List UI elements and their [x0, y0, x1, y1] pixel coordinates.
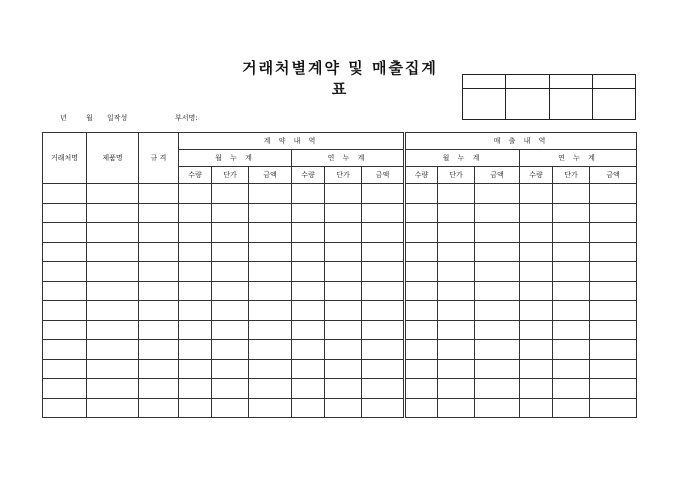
table-cell[interactable]: [212, 184, 249, 204]
table-cell[interactable]: [249, 301, 292, 321]
table-cell[interactable]: [520, 281, 553, 301]
table-cell[interactable]: [87, 281, 139, 301]
unit-price-header: 단가: [438, 167, 475, 184]
table-cell[interactable]: [438, 359, 475, 379]
table-cell[interactable]: [87, 184, 139, 204]
contract-yearly-header: 연 누 계: [292, 150, 405, 167]
table-row: [43, 262, 637, 282]
table-cell[interactable]: [292, 281, 325, 301]
table-cell[interactable]: [139, 184, 179, 204]
table-cell[interactable]: [292, 379, 325, 399]
approval-header-cell: [592, 75, 635, 89]
table-row: [43, 398, 637, 418]
table-cell[interactable]: [249, 223, 292, 243]
table-cell[interactable]: [212, 242, 249, 262]
table-cell[interactable]: [325, 320, 362, 340]
table-cell[interactable]: [212, 301, 249, 321]
table-cell[interactable]: [212, 379, 249, 399]
amount-header: 금액: [590, 167, 637, 184]
table-row: [43, 301, 637, 321]
table-cell[interactable]: [292, 398, 325, 418]
month-label: 월: [86, 114, 93, 122]
table-cell[interactable]: [475, 320, 520, 340]
table-cell[interactable]: [43, 262, 87, 282]
table-cell[interactable]: [87, 340, 139, 360]
table-cell[interactable]: [590, 398, 637, 418]
table-cell[interactable]: [405, 320, 438, 340]
approval-sign-cell[interactable]: [506, 89, 549, 120]
table-cell[interactable]: [362, 359, 405, 379]
table-cell[interactable]: [438, 281, 475, 301]
amount-header: 금액: [249, 167, 292, 184]
table-cell[interactable]: [405, 262, 438, 282]
table-cell[interactable]: [212, 223, 249, 243]
table-cell[interactable]: [475, 398, 520, 418]
table-body: [43, 184, 637, 418]
table-cell[interactable]: [553, 320, 590, 340]
approval-header-cell: [506, 75, 549, 89]
approval-sign-cell[interactable]: [463, 89, 506, 120]
table-cell[interactable]: [520, 398, 553, 418]
table-cell[interactable]: [520, 184, 553, 204]
table-cell[interactable]: [362, 398, 405, 418]
table-cell[interactable]: [405, 340, 438, 360]
table-cell[interactable]: [179, 262, 212, 282]
table-cell[interactable]: [292, 184, 325, 204]
table-cell[interactable]: [438, 223, 475, 243]
table-cell[interactable]: [553, 398, 590, 418]
table-cell[interactable]: [325, 184, 362, 204]
table-cell[interactable]: [212, 320, 249, 340]
table-cell[interactable]: [438, 242, 475, 262]
table-cell[interactable]: [362, 262, 405, 282]
table-cell[interactable]: [520, 203, 553, 223]
table-cell[interactable]: [405, 281, 438, 301]
table-cell[interactable]: [590, 379, 637, 399]
table-cell[interactable]: [139, 301, 179, 321]
table-cell[interactable]: [475, 301, 520, 321]
table-cell[interactable]: [43, 320, 87, 340]
table-cell[interactable]: [362, 203, 405, 223]
table-cell[interactable]: [438, 379, 475, 399]
product-header: 제품명: [87, 133, 139, 184]
table-cell[interactable]: [43, 203, 87, 223]
quantity-header: 수량: [292, 167, 325, 184]
table-cell[interactable]: [179, 184, 212, 204]
table-cell[interactable]: [475, 184, 520, 204]
table-cell[interactable]: [590, 320, 637, 340]
table-cell[interactable]: [405, 203, 438, 223]
table-cell[interactable]: [249, 242, 292, 262]
table-cell[interactable]: [405, 398, 438, 418]
table-cell[interactable]: [520, 320, 553, 340]
table-cell[interactable]: [438, 340, 475, 360]
unit-price-header: 단가: [325, 167, 362, 184]
table-cell[interactable]: [43, 398, 87, 418]
table-cell[interactable]: [475, 262, 520, 282]
table-cell[interactable]: [139, 262, 179, 282]
table-cell[interactable]: [212, 262, 249, 282]
sales-monthly-header: 월 누 계: [405, 150, 520, 167]
table-cell[interactable]: [553, 203, 590, 223]
table-cell[interactable]: [87, 379, 139, 399]
table-cell[interactable]: [553, 379, 590, 399]
table-cell[interactable]: [292, 320, 325, 340]
table-cell[interactable]: [87, 359, 139, 379]
table-cell[interactable]: [43, 359, 87, 379]
document-title: 거래처별계약 및 매출집계표: [242, 59, 438, 98]
table-cell[interactable]: [139, 379, 179, 399]
table-cell[interactable]: [362, 379, 405, 399]
table-cell[interactable]: [292, 262, 325, 282]
client-header: 거래처명: [43, 133, 87, 184]
contract-monthly-header: 월 누 계: [179, 150, 292, 167]
table-cell[interactable]: [292, 223, 325, 243]
table-cell[interactable]: [139, 340, 179, 360]
table-cell[interactable]: [590, 203, 637, 223]
table-cell[interactable]: [553, 301, 590, 321]
table-cell[interactable]: [362, 320, 405, 340]
table-cell[interactable]: [292, 359, 325, 379]
table-cell[interactable]: [325, 340, 362, 360]
table-cell[interactable]: [520, 242, 553, 262]
table-cell[interactable]: [139, 359, 179, 379]
approval-header-cell: [549, 75, 592, 89]
table-cell[interactable]: [405, 359, 438, 379]
table-cell[interactable]: [212, 398, 249, 418]
table-cell[interactable]: [179, 340, 212, 360]
table-cell[interactable]: [362, 301, 405, 321]
approval-sign-cell[interactable]: [592, 89, 635, 120]
table-cell[interactable]: [475, 242, 520, 262]
table-cell[interactable]: [179, 223, 212, 243]
table-cell[interactable]: [325, 359, 362, 379]
table-cell[interactable]: [362, 242, 405, 262]
department-label: 부서명:: [175, 114, 198, 122]
table-cell[interactable]: [553, 262, 590, 282]
table-cell[interactable]: [362, 223, 405, 243]
approval-header-cell: [463, 75, 506, 89]
table-cell[interactable]: [43, 301, 87, 321]
table-cell[interactable]: [553, 242, 590, 262]
table-cell[interactable]: [438, 398, 475, 418]
table-cell[interactable]: [520, 262, 553, 282]
table-cell[interactable]: [405, 301, 438, 321]
approval-box: [462, 74, 636, 120]
table-cell[interactable]: [325, 223, 362, 243]
sales-yearly-header: 연 누 계: [520, 150, 637, 167]
table-cell[interactable]: [590, 359, 637, 379]
table-cell[interactable]: [139, 203, 179, 223]
summary-table: [42, 132, 637, 418]
table-cell[interactable]: [87, 242, 139, 262]
table-cell[interactable]: [362, 340, 405, 360]
table-cell[interactable]: [325, 281, 362, 301]
table-cell[interactable]: [87, 398, 139, 418]
table-cell[interactable]: [590, 223, 637, 243]
table-cell[interactable]: [179, 359, 212, 379]
table-cell[interactable]: [179, 242, 212, 262]
table-cell[interactable]: [292, 242, 325, 262]
table-cell[interactable]: [520, 301, 553, 321]
table-cell[interactable]: [43, 184, 87, 204]
table-cell[interactable]: [179, 398, 212, 418]
table-cell[interactable]: [590, 242, 637, 262]
table-cell[interactable]: [362, 281, 405, 301]
table-cell[interactable]: [87, 223, 139, 243]
table-cell[interactable]: [139, 223, 179, 243]
table-cell[interactable]: [438, 301, 475, 321]
table-cell[interactable]: [179, 203, 212, 223]
contract-details-header: 계 약 내 역: [179, 133, 405, 150]
amount-header: 금액: [475, 167, 520, 184]
write-date-label: 일작성: [107, 114, 128, 122]
table-cell[interactable]: [212, 203, 249, 223]
table-cell[interactable]: [249, 281, 292, 301]
table-cell[interactable]: [325, 262, 362, 282]
header-row-1: [43, 133, 637, 150]
table-cell[interactable]: [553, 223, 590, 243]
table-cell[interactable]: [325, 242, 362, 262]
table-cell[interactable]: [139, 242, 179, 262]
table-cell[interactable]: [590, 281, 637, 301]
table-cell[interactable]: [475, 379, 520, 399]
table-cell[interactable]: [590, 184, 637, 204]
approval-sign-cell[interactable]: [549, 89, 592, 120]
table-cell[interactable]: [325, 379, 362, 399]
table-cell[interactable]: [475, 359, 520, 379]
table-cell[interactable]: [139, 398, 179, 418]
table-cell[interactable]: [553, 340, 590, 360]
table-row: [43, 223, 637, 243]
table-cell[interactable]: [475, 340, 520, 360]
sales-details-header: 매 출 내 역: [405, 133, 637, 150]
table-row: [43, 281, 637, 301]
unit-price-header: 단가: [553, 167, 590, 184]
table-cell[interactable]: [87, 301, 139, 321]
table-cell[interactable]: [179, 301, 212, 321]
table-cell[interactable]: [325, 398, 362, 418]
table-cell[interactable]: [520, 379, 553, 399]
table-cell[interactable]: [520, 340, 553, 360]
amount-header: 금액: [362, 167, 405, 184]
table-row: [43, 203, 637, 223]
table-cell[interactable]: [405, 223, 438, 243]
table-cell[interactable]: [292, 340, 325, 360]
table-cell[interactable]: [590, 301, 637, 321]
table-row: [43, 379, 637, 399]
table-cell[interactable]: [590, 340, 637, 360]
table-cell[interactable]: [139, 320, 179, 340]
table-cell[interactable]: [179, 320, 212, 340]
table-cell[interactable]: [249, 262, 292, 282]
table-cell[interactable]: [212, 281, 249, 301]
quantity-header: 수량: [520, 167, 553, 184]
table-cell[interactable]: [438, 184, 475, 204]
table-cell[interactable]: [249, 379, 292, 399]
table-cell[interactable]: [362, 184, 405, 204]
table-row: [43, 242, 637, 262]
table-cell[interactable]: [405, 184, 438, 204]
table-cell[interactable]: [249, 320, 292, 340]
table-cell[interactable]: [438, 203, 475, 223]
table-cell[interactable]: [553, 184, 590, 204]
table-row: [43, 359, 637, 379]
table-cell[interactable]: [292, 203, 325, 223]
table-cell[interactable]: [438, 320, 475, 340]
table-cell[interactable]: [475, 223, 520, 243]
quantity-header: 수량: [405, 167, 438, 184]
table-cell[interactable]: [405, 379, 438, 399]
table-cell[interactable]: [325, 301, 362, 321]
table-cell[interactable]: [249, 340, 292, 360]
table-row: [43, 340, 637, 360]
table-cell[interactable]: [553, 281, 590, 301]
table-cell[interactable]: [43, 223, 87, 243]
table-cell[interactable]: [405, 242, 438, 262]
table-cell[interactable]: [87, 320, 139, 340]
table-cell[interactable]: [179, 379, 212, 399]
year-label: 년: [60, 114, 67, 122]
table-cell[interactable]: [43, 379, 87, 399]
table-cell[interactable]: [325, 203, 362, 223]
table-cell[interactable]: [179, 281, 212, 301]
unit-price-header: 단가: [212, 167, 249, 184]
quantity-header: 수량: [179, 167, 212, 184]
table-cell[interactable]: [475, 203, 520, 223]
table-cell[interactable]: [43, 242, 87, 262]
table-cell[interactable]: [139, 281, 179, 301]
table-cell[interactable]: [553, 359, 590, 379]
table-row: [43, 320, 637, 340]
table-cell[interactable]: [292, 301, 325, 321]
table-cell[interactable]: [475, 281, 520, 301]
table-cell[interactable]: [590, 262, 637, 282]
table-cell[interactable]: [249, 398, 292, 418]
table-row: [43, 184, 637, 204]
table-cell[interactable]: [43, 281, 87, 301]
table-cell[interactable]: [520, 223, 553, 243]
table-cell[interactable]: [249, 359, 292, 379]
table-cell[interactable]: [87, 262, 139, 282]
table-cell[interactable]: [87, 203, 139, 223]
table-cell[interactable]: [520, 359, 553, 379]
table-cell[interactable]: [212, 340, 249, 360]
spec-header: 규 격: [139, 133, 179, 184]
table-cell[interactable]: [43, 340, 87, 360]
table-cell[interactable]: [212, 359, 249, 379]
table-cell[interactable]: [249, 184, 292, 204]
table-cell[interactable]: [438, 262, 475, 282]
table-cell[interactable]: [249, 203, 292, 223]
